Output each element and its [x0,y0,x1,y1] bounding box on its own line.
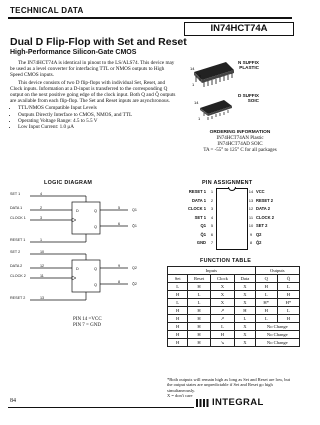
svg-text:D: D [76,209,79,213]
table-row: L L X X H* H* [168,299,300,307]
pin-number: 10 [248,223,254,228]
logic-label-set1: SET 1 [10,192,21,196]
logic-label-q2bar: Q̄2 [132,282,137,286]
dip-pin-1-marker: 1 [192,82,195,87]
page-subtitle: High-Performance Silicon-Gate CMOS [10,49,137,56]
pin-label-right: VCC [256,189,265,194]
ordering-line: IN74HCT74AD SOIC [217,142,263,147]
page-number: 84 [10,398,16,404]
pin-label-left: Q̄1 [200,231,206,237]
package-illustrations [186,56,238,128]
dip-package-icon [194,62,234,87]
header-rule [8,17,292,19]
pin-label-left: DATA 1 [191,197,206,203]
page-title: Dual D Flip-Flop with Set and Reset [10,36,187,48]
svg-text:Q: Q [94,283,97,287]
soic-pin-1-marker: 1 [198,116,201,121]
pin-number: 13 [248,197,254,203]
intro-paragraph-1: The IN74HCT74A is identical in pinout to the LS/ALS74. This device may be used as a level converter for interfacing TTL or NMOS outputs to High Speed CMOS inputs. [10,60,175,79]
pin-number: 7 [210,240,214,245]
document-header-label: TECHNICAL DATA [10,6,84,15]
soic-pin-14-marker: 14 [194,100,199,105]
ordering-line: IN74HCT74AN Plastic [216,136,264,141]
logic-label-set2: SET 2 [10,250,21,254]
column-header: Data [235,275,256,283]
inputs-group-header: Inputs [168,267,256,275]
logic-pin-number: 12 [40,264,45,268]
feature-list [10,105,178,130]
pin-number: 11 [248,214,254,220]
logic-pin-number: 10 [40,250,45,254]
logic-pin-number: 11 [40,274,44,278]
table-row: H H H X No Change [168,331,300,339]
pin-number: 8 [249,240,253,245]
pin-assignment-heading: PIN ASSIGNMENT [202,180,253,186]
logic-label-data1: DATA 1 [10,206,23,210]
logic-pin-number: 4 [40,192,43,196]
pin-label-right: DATA 2 [256,206,271,211]
power-pin-note: PIN 14 =VCC PIN 7 = GND [73,317,102,328]
outputs-group-header: Outputs [255,267,299,275]
feature-item: • TTL/NMOS Compatible Input Levels [18,105,178,111]
logic-label-clock1: CLOCK 1 [10,216,26,220]
logic-diagram [10,188,160,316]
svg-text:Q: Q [94,267,97,271]
function-table-note: *Both outputs will remain high as long as Set and Reset are low, but the output states are unpredictable if Set and Reset go high simultaneously. X = don't care [167,377,290,399]
n-suffix-label: N SUFFIX PLASTIC [238,60,259,70]
part-number-box: IN74HCT74A [184,22,294,36]
pin-label-right: Q2 [256,231,262,237]
logic-pin-number: 8 [118,280,121,284]
soic-package-icon [200,100,232,120]
brand-name: INTEGRAL [212,397,264,408]
table-row: L H X X H L [168,283,300,291]
logic-pin-number: 13 [40,296,45,300]
pin-number: 2 [210,197,214,203]
feature-item: • Outputs Directly Interface to CMOS, NMOS, and TTL [18,112,178,118]
d-suffix-label: D SUFFIX SOIC [238,93,259,103]
footer-rule [8,407,194,408]
dip-pin-14-marker: 14 [190,66,195,71]
pin-label-left: RESET 1 [188,189,206,194]
ordering-information [186,130,294,154]
feature-item: • Low Input Current: 1.0 μA [18,124,178,130]
pin-number: 5 [210,223,214,228]
flip-flop-1-box [72,202,100,234]
feature-item: • Operating Voltage Range: 4.5 to 5.5 V [18,118,178,124]
column-header: Q [255,275,277,283]
ordering-heading: ORDERING INFORMATION [209,130,271,135]
pin-label-left: GND [196,240,206,245]
pin-label-right: RESET 2 [256,197,274,203]
pin-number: 14 [248,189,254,194]
logic-label-clock2: CLOCK 2 [10,274,26,278]
pin-number: 9 [249,231,253,237]
logic-label-data2: DATA 2 [10,264,23,268]
svg-text:Q: Q [94,209,97,213]
table-row: H L X X L H [168,291,300,299]
description-text [10,60,178,130]
logic-label-reset2: RESET 2 [10,296,26,300]
flip-flop-2-box [72,260,100,292]
table-row: H H ↗ L L H [168,315,300,323]
logic-label-q2: Q2 [132,266,137,270]
logic-pin-number: 2 [40,206,43,210]
pin-label-right: Q̄2 [256,240,262,245]
table-row: H H L X No Change [168,323,300,331]
pin-label-left: SET 1 [194,214,206,220]
column-header: Clock [210,275,234,283]
logic-pin-number: 1 [40,238,43,242]
logic-pin-number: 3 [40,216,43,220]
svg-text:Q: Q [94,225,97,229]
logic-pin-number: 9 [118,264,121,268]
logic-label-reset1: RESET 1 [10,238,26,242]
pin-label-right: CLOCK 2 [256,214,274,220]
pin-label-left: CLOCK 1 [188,206,206,211]
function-table [167,266,300,347]
table-row: H H ↘ X No Change [168,339,300,347]
table-row: H H ↗ H H L [168,307,300,315]
pin-number: 3 [210,206,214,211]
logic-diagram-heading: LOGIC DIAGRAM [44,180,93,186]
logic-pin-number: 6 [118,222,121,226]
column-header: Q̄ [277,275,299,283]
svg-text:D: D [76,267,79,271]
ic-body [216,188,248,250]
function-table-heading: FUNCTION TABLE [200,258,252,264]
pin-number: 1 [210,189,214,194]
pin-assignment-diagram [168,188,294,250]
logic-label-q1bar: Q̄1 [132,224,137,228]
intro-paragraph-2: This device consists of two D flip-flops with individual Set, Reset, and Clock inputs. Information at a D-input is transferred to the corresponding Q output on the next positive going edge of the clock input. Both Q and Q̄ outputs are available from each flip-flop. The Set and Reset inputs are asynchronous. [10,79,176,105]
column-header: Set [168,275,188,283]
ordering-temp: TA = -55° to 125° C for all packages [203,148,277,153]
column-header: Reset [188,275,210,283]
logic-pin-number: 5 [118,206,121,210]
logic-label-q1: Q1 [132,208,137,212]
pin-number: 12 [248,206,254,211]
pin-label-left: Q1 [200,223,206,228]
pin-number: 4 [210,214,214,220]
integral-logo-icon [196,398,210,408]
pin-label-right: SET 2 [256,223,268,228]
pin-number: 6 [210,231,214,237]
